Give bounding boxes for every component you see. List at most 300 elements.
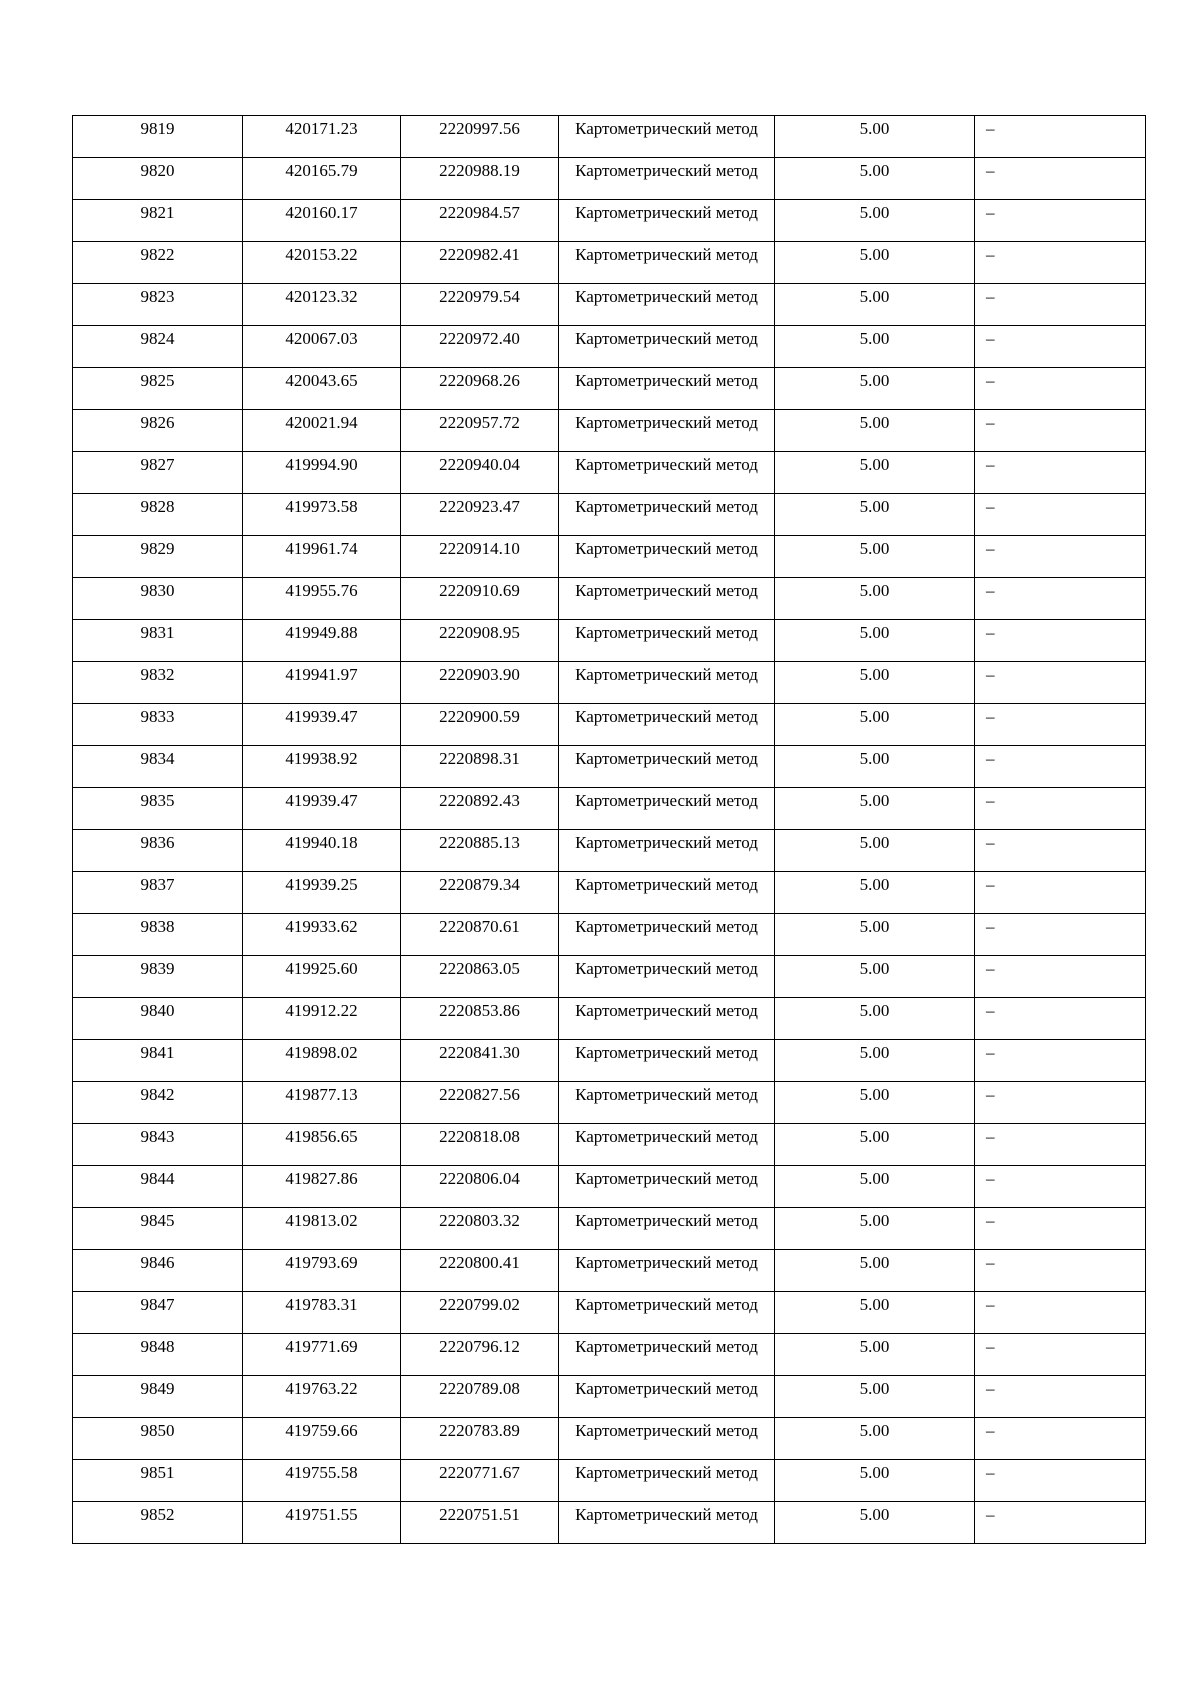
note-cell — [975, 830, 1146, 872]
table-row — [73, 830, 1146, 872]
point-number-cell — [73, 284, 243, 326]
table-row — [73, 1250, 1146, 1292]
point-number-cell — [73, 1460, 243, 1502]
y-coordinate-cell — [401, 368, 559, 410]
accuracy-cell — [775, 1082, 975, 1124]
method-cell — [559, 872, 775, 914]
x-coordinate-cell-text: 420171.23 — [285, 119, 358, 138]
x-coordinate-cell — [243, 914, 401, 956]
accuracy-cell-text: 5.00 — [859, 1505, 890, 1524]
y-coordinate-cell-text: 2220870.61 — [439, 917, 520, 936]
point-number-cell-text: 9845 — [140, 1211, 175, 1230]
y-coordinate-cell — [401, 158, 559, 200]
point-number-cell-text: 9847 — [140, 1295, 175, 1314]
y-coordinate-cell — [401, 788, 559, 830]
y-coordinate-cell — [401, 830, 559, 872]
x-coordinate-cell — [243, 116, 401, 158]
point-number-cell — [73, 788, 243, 830]
note-cell-text: – — [986, 1211, 995, 1230]
method-cell-text: Картометрический метод — [575, 623, 758, 642]
table-row — [73, 1418, 1146, 1460]
y-coordinate-cell-text: 2220914.10 — [439, 539, 520, 558]
table-row — [73, 746, 1146, 788]
note-cell-text: – — [986, 749, 995, 768]
y-coordinate-cell — [401, 578, 559, 620]
note-cell-text: – — [986, 623, 995, 642]
accuracy-cell-text: 5.00 — [859, 413, 890, 432]
point-number-cell-text: 9848 — [140, 1337, 175, 1356]
x-coordinate-cell-text: 420123.32 — [285, 287, 358, 306]
y-coordinate-cell — [401, 1250, 559, 1292]
method-cell-text: Картометрический метод — [575, 455, 758, 474]
y-coordinate-cell-text: 2220827.56 — [439, 1085, 520, 1104]
y-coordinate-cell — [401, 452, 559, 494]
note-cell — [975, 746, 1146, 788]
method-cell — [559, 284, 775, 326]
x-coordinate-cell — [243, 1502, 401, 1544]
point-number-cell-text: 9834 — [140, 749, 175, 768]
method-cell — [559, 1376, 775, 1418]
note-cell — [975, 410, 1146, 452]
table-row — [73, 410, 1146, 452]
accuracy-cell-text: 5.00 — [859, 119, 890, 138]
accuracy-cell — [775, 284, 975, 326]
table-row — [73, 1292, 1146, 1334]
method-cell — [559, 788, 775, 830]
x-coordinate-cell-text: 419898.02 — [285, 1043, 358, 1062]
note-cell — [975, 1166, 1146, 1208]
method-cell-text: Картометрический метод — [575, 665, 758, 684]
method-cell-text: Картометрический метод — [575, 1043, 758, 1062]
accuracy-cell-text: 5.00 — [859, 1043, 890, 1062]
x-coordinate-cell — [243, 158, 401, 200]
y-coordinate-cell-text: 2220908.95 — [439, 623, 520, 642]
point-number-cell-text: 9825 — [140, 371, 175, 390]
accuracy-cell — [775, 116, 975, 158]
y-coordinate-cell — [401, 1040, 559, 1082]
point-number-cell-text: 9820 — [140, 161, 175, 180]
x-coordinate-cell — [243, 1460, 401, 1502]
x-coordinate-cell-text: 419933.62 — [285, 917, 358, 936]
x-coordinate-cell-text: 419938.92 — [285, 749, 358, 768]
accuracy-cell-text: 5.00 — [859, 1001, 890, 1020]
note-cell-text: – — [986, 1379, 995, 1398]
y-coordinate-cell — [401, 1334, 559, 1376]
y-coordinate-cell — [401, 1502, 559, 1544]
point-number-cell-text: 9850 — [140, 1421, 175, 1440]
note-cell — [975, 158, 1146, 200]
method-cell — [559, 1334, 775, 1376]
x-coordinate-cell — [243, 998, 401, 1040]
accuracy-cell-text: 5.00 — [859, 581, 890, 600]
table-row — [73, 788, 1146, 830]
y-coordinate-cell-text: 2220796.12 — [439, 1337, 520, 1356]
note-cell-text: – — [986, 1127, 995, 1146]
note-cell — [975, 998, 1146, 1040]
method-cell — [559, 914, 775, 956]
x-coordinate-cell-text: 420043.65 — [285, 371, 358, 390]
accuracy-cell-text: 5.00 — [859, 875, 890, 894]
method-cell-text: Картометрический метод — [575, 791, 758, 810]
accuracy-cell-text: 5.00 — [859, 539, 890, 558]
x-coordinate-cell — [243, 242, 401, 284]
accuracy-cell — [775, 536, 975, 578]
table-row — [73, 242, 1146, 284]
x-coordinate-cell-text: 419973.58 — [285, 497, 358, 516]
x-coordinate-cell — [243, 1250, 401, 1292]
accuracy-cell — [775, 662, 975, 704]
point-number-cell — [73, 998, 243, 1040]
x-coordinate-cell-text: 419961.74 — [285, 539, 358, 558]
point-number-cell — [73, 956, 243, 998]
method-cell — [559, 1418, 775, 1460]
y-coordinate-cell — [401, 620, 559, 662]
y-coordinate-cell — [401, 1124, 559, 1166]
note-cell — [975, 662, 1146, 704]
note-cell — [975, 242, 1146, 284]
point-number-cell — [73, 1502, 243, 1544]
method-cell — [559, 1208, 775, 1250]
y-coordinate-cell — [401, 956, 559, 998]
note-cell-text: – — [986, 539, 995, 558]
method-cell-text: Картометрический метод — [575, 833, 758, 852]
point-number-cell — [73, 1040, 243, 1082]
note-cell-text: – — [986, 497, 995, 516]
y-coordinate-cell-text: 2220900.59 — [439, 707, 520, 726]
accuracy-cell — [775, 1208, 975, 1250]
point-number-cell-text: 9844 — [140, 1169, 175, 1188]
y-coordinate-cell — [401, 872, 559, 914]
accuracy-cell-text: 5.00 — [859, 917, 890, 936]
table-row — [73, 326, 1146, 368]
y-coordinate-cell — [401, 536, 559, 578]
accuracy-cell — [775, 830, 975, 872]
x-coordinate-cell — [243, 494, 401, 536]
x-coordinate-cell — [243, 1334, 401, 1376]
x-coordinate-cell-text: 419759.66 — [285, 1421, 358, 1440]
y-coordinate-cell — [401, 494, 559, 536]
note-cell-text: – — [986, 581, 995, 600]
note-cell — [975, 1040, 1146, 1082]
note-cell — [975, 1376, 1146, 1418]
y-coordinate-cell-text: 2220984.57 — [439, 203, 520, 222]
method-cell-text: Картометрический метод — [575, 707, 758, 726]
note-cell-text: – — [986, 245, 995, 264]
method-cell-text: Картометрический метод — [575, 875, 758, 894]
table-row — [73, 284, 1146, 326]
point-number-cell-text: 9837 — [140, 875, 175, 894]
x-coordinate-cell-text: 419994.90 — [285, 455, 358, 474]
accuracy-cell-text: 5.00 — [859, 791, 890, 810]
note-cell-text: – — [986, 161, 995, 180]
table-row — [73, 200, 1146, 242]
x-coordinate-cell — [243, 1124, 401, 1166]
y-coordinate-cell-text: 2220968.26 — [439, 371, 520, 390]
accuracy-cell — [775, 368, 975, 410]
y-coordinate-cell-text: 2220799.02 — [439, 1295, 520, 1314]
method-cell — [559, 494, 775, 536]
accuracy-cell — [775, 578, 975, 620]
method-cell — [559, 116, 775, 158]
table-row — [73, 452, 1146, 494]
point-number-cell — [73, 1208, 243, 1250]
method-cell-text: Картометрический метод — [575, 959, 758, 978]
x-coordinate-cell-text: 419827.86 — [285, 1169, 358, 1188]
x-coordinate-cell — [243, 1166, 401, 1208]
x-coordinate-cell — [243, 536, 401, 578]
note-cell-text: – — [986, 1169, 995, 1188]
y-coordinate-cell — [401, 242, 559, 284]
method-cell — [559, 830, 775, 872]
table-row — [73, 1082, 1146, 1124]
point-number-cell — [73, 494, 243, 536]
method-cell-text: Картометрический метод — [575, 1001, 758, 1020]
note-cell-text: – — [986, 1001, 995, 1020]
table-row — [73, 368, 1146, 410]
x-coordinate-cell-text: 419755.58 — [285, 1463, 358, 1482]
accuracy-cell-text: 5.00 — [859, 665, 890, 684]
note-cell-text: – — [986, 1295, 995, 1314]
point-number-cell-text: 9842 — [140, 1085, 175, 1104]
accuracy-cell — [775, 452, 975, 494]
table-row — [73, 1124, 1146, 1166]
accuracy-cell-text: 5.00 — [859, 329, 890, 348]
y-coordinate-cell-text: 2220972.40 — [439, 329, 520, 348]
x-coordinate-cell — [243, 284, 401, 326]
method-cell-text: Картометрический метод — [575, 119, 758, 138]
note-cell-text: – — [986, 455, 995, 474]
point-number-cell — [73, 116, 243, 158]
accuracy-cell-text: 5.00 — [859, 497, 890, 516]
accuracy-cell-text: 5.00 — [859, 245, 890, 264]
y-coordinate-cell-text: 2220940.04 — [439, 455, 520, 474]
point-number-cell-text: 9828 — [140, 497, 175, 516]
method-cell-text: Картометрический метод — [575, 539, 758, 558]
y-coordinate-cell-text: 2220957.72 — [439, 413, 520, 432]
table-row — [73, 494, 1146, 536]
x-coordinate-cell — [243, 1040, 401, 1082]
note-cell — [975, 956, 1146, 998]
method-cell — [559, 1292, 775, 1334]
x-coordinate-cell — [243, 956, 401, 998]
note-cell — [975, 914, 1146, 956]
table-row — [73, 1040, 1146, 1082]
y-coordinate-cell-text: 2220979.54 — [439, 287, 520, 306]
method-cell — [559, 242, 775, 284]
y-coordinate-cell-text: 2220803.32 — [439, 1211, 520, 1230]
point-number-cell — [73, 1124, 243, 1166]
accuracy-cell-text: 5.00 — [859, 1211, 890, 1230]
y-coordinate-cell-text: 2220806.04 — [439, 1169, 520, 1188]
method-cell — [559, 1124, 775, 1166]
x-coordinate-cell — [243, 452, 401, 494]
accuracy-cell — [775, 1166, 975, 1208]
method-cell — [559, 1250, 775, 1292]
table-row — [73, 1502, 1146, 1544]
point-number-cell-text: 9833 — [140, 707, 175, 726]
x-coordinate-cell-text: 420160.17 — [285, 203, 358, 222]
y-coordinate-cell — [401, 326, 559, 368]
accuracy-cell-text: 5.00 — [859, 371, 890, 390]
point-number-cell — [73, 1418, 243, 1460]
x-coordinate-cell — [243, 872, 401, 914]
method-cell-text: Картометрический метод — [575, 581, 758, 600]
note-cell-text: – — [986, 1253, 995, 1272]
method-cell — [559, 410, 775, 452]
x-coordinate-cell-text: 419925.60 — [285, 959, 358, 978]
accuracy-cell — [775, 1250, 975, 1292]
point-number-cell — [73, 872, 243, 914]
point-number-cell-text: 9832 — [140, 665, 175, 684]
accuracy-cell-text: 5.00 — [859, 623, 890, 642]
accuracy-cell — [775, 1418, 975, 1460]
accuracy-cell — [775, 746, 975, 788]
method-cell-text: Картометрический метод — [575, 1253, 758, 1272]
point-number-cell — [73, 200, 243, 242]
y-coordinate-cell — [401, 1208, 559, 1250]
point-number-cell-text: 9839 — [140, 959, 175, 978]
point-number-cell — [73, 620, 243, 662]
point-number-cell-text: 9851 — [140, 1463, 175, 1482]
table-row — [73, 536, 1146, 578]
note-cell-text: – — [986, 665, 995, 684]
x-coordinate-cell — [243, 830, 401, 872]
point-number-cell-text: 9821 — [140, 203, 175, 222]
y-coordinate-cell — [401, 200, 559, 242]
table-row — [73, 998, 1146, 1040]
accuracy-cell-text: 5.00 — [859, 455, 890, 474]
note-cell — [975, 704, 1146, 746]
method-cell-text: Картометрический метод — [575, 1379, 758, 1398]
method-cell — [559, 1502, 775, 1544]
y-coordinate-cell-text: 2220903.90 — [439, 665, 520, 684]
x-coordinate-cell-text: 420021.94 — [285, 413, 358, 432]
accuracy-cell — [775, 410, 975, 452]
point-number-cell-text: 9829 — [140, 539, 175, 558]
x-coordinate-cell-text: 420153.22 — [285, 245, 358, 264]
method-cell-text: Картометрический метод — [575, 329, 758, 348]
point-number-cell-text: 9846 — [140, 1253, 175, 1272]
x-coordinate-cell — [243, 368, 401, 410]
y-coordinate-cell — [401, 662, 559, 704]
accuracy-cell-text: 5.00 — [859, 1253, 890, 1272]
accuracy-cell — [775, 620, 975, 662]
y-coordinate-cell-text: 2220910.69 — [439, 581, 520, 600]
point-number-cell — [73, 704, 243, 746]
note-cell — [975, 620, 1146, 662]
note-cell — [975, 1334, 1146, 1376]
y-coordinate-cell — [401, 1166, 559, 1208]
y-coordinate-cell — [401, 1376, 559, 1418]
y-coordinate-cell — [401, 1418, 559, 1460]
x-coordinate-cell-text: 419939.47 — [285, 791, 358, 810]
method-cell-text: Картометрический метод — [575, 203, 758, 222]
table-row — [73, 956, 1146, 998]
y-coordinate-cell-text: 2220800.41 — [439, 1253, 520, 1272]
point-number-cell — [73, 452, 243, 494]
method-cell-text: Картометрический метод — [575, 497, 758, 516]
method-cell-text: Картометрический метод — [575, 1421, 758, 1440]
table-row — [73, 116, 1146, 158]
method-cell — [559, 200, 775, 242]
method-cell — [559, 620, 775, 662]
accuracy-cell — [775, 1292, 975, 1334]
note-cell-text: – — [986, 1043, 995, 1062]
point-number-cell — [73, 1082, 243, 1124]
note-cell-text: – — [986, 707, 995, 726]
note-cell — [975, 368, 1146, 410]
y-coordinate-cell-text: 2220885.13 — [439, 833, 520, 852]
accuracy-cell-text: 5.00 — [859, 1127, 890, 1146]
accuracy-cell-text: 5.00 — [859, 1463, 890, 1482]
accuracy-cell-text: 5.00 — [859, 833, 890, 852]
x-coordinate-cell-text: 419856.65 — [285, 1127, 358, 1146]
y-coordinate-cell-text: 2220997.56 — [439, 119, 520, 138]
accuracy-cell-text: 5.00 — [859, 1085, 890, 1104]
table-row — [73, 662, 1146, 704]
method-cell — [559, 1166, 775, 1208]
accuracy-cell — [775, 242, 975, 284]
point-number-cell-text: 9824 — [140, 329, 175, 348]
point-number-cell — [73, 242, 243, 284]
x-coordinate-cell-text: 420165.79 — [285, 161, 358, 180]
x-coordinate-cell-text: 419955.76 — [285, 581, 358, 600]
y-coordinate-cell — [401, 998, 559, 1040]
point-number-cell — [73, 1334, 243, 1376]
x-coordinate-cell-text: 419751.55 — [285, 1505, 358, 1524]
method-cell-text: Картометрический метод — [575, 1085, 758, 1104]
y-coordinate-cell-text: 2220841.30 — [439, 1043, 520, 1062]
y-coordinate-cell — [401, 410, 559, 452]
x-coordinate-cell — [243, 662, 401, 704]
note-cell-text: – — [986, 329, 995, 348]
note-cell — [975, 494, 1146, 536]
accuracy-cell-text: 5.00 — [859, 1295, 890, 1314]
y-coordinate-cell-text: 2220853.86 — [439, 1001, 520, 1020]
method-cell — [559, 1460, 775, 1502]
method-cell — [559, 368, 775, 410]
point-number-cell — [73, 410, 243, 452]
method-cell-text: Картометрический метод — [575, 1337, 758, 1356]
table-row — [73, 158, 1146, 200]
point-number-cell — [73, 368, 243, 410]
x-coordinate-cell — [243, 1418, 401, 1460]
note-cell — [975, 1208, 1146, 1250]
note-cell-text: – — [986, 1421, 995, 1440]
x-coordinate-cell — [243, 1376, 401, 1418]
y-coordinate-cell-text: 2220988.19 — [439, 161, 520, 180]
method-cell-text: Картометрический метод — [575, 1505, 758, 1524]
point-number-cell-text: 9835 — [140, 791, 175, 810]
method-cell — [559, 326, 775, 368]
point-number-cell-text: 9822 — [140, 245, 175, 264]
x-coordinate-cell-text: 419763.22 — [285, 1379, 358, 1398]
x-coordinate-cell-text: 420067.03 — [285, 329, 358, 348]
y-coordinate-cell — [401, 284, 559, 326]
note-cell — [975, 872, 1146, 914]
note-cell-text: – — [986, 1505, 995, 1524]
point-number-cell — [73, 746, 243, 788]
note-cell-text: – — [986, 917, 995, 936]
table-row — [73, 578, 1146, 620]
method-cell — [559, 158, 775, 200]
x-coordinate-cell-text: 419877.13 — [285, 1085, 358, 1104]
point-number-cell — [73, 1250, 243, 1292]
y-coordinate-cell — [401, 704, 559, 746]
x-coordinate-cell-text: 419939.47 — [285, 707, 358, 726]
accuracy-cell-text: 5.00 — [859, 161, 890, 180]
note-cell-text: – — [986, 203, 995, 222]
